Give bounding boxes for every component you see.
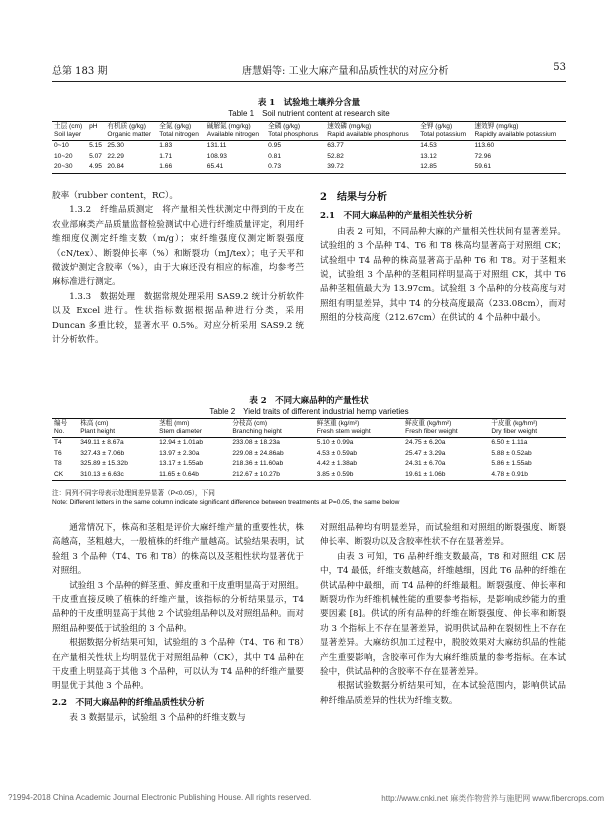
table-cell: 59.61: [473, 162, 566, 173]
table-cell: 1.71: [159, 152, 173, 160]
table-cell: 24.31 ± 6.70a: [405, 460, 446, 467]
table-cell: 325.89 ± 15.32b: [80, 460, 128, 467]
paragraph: 表 3 数据显示，试验组 3 个品种的纤维支数与: [69, 713, 246, 724]
column-header-zh: 干皮重 (kg/hm²): [491, 420, 538, 427]
column-header: [315, 419, 403, 438]
column-header-zh: 编号: [54, 420, 68, 427]
table-cell: 5.15: [89, 142, 102, 149]
table-row: [52, 438, 566, 449]
table-cell: 12.94 ± 1.01ab: [159, 439, 204, 446]
table-cell: 0.81: [268, 152, 281, 160]
table-cell: 13.97 ± 2.30a: [159, 449, 200, 457]
left-column-bottom: [52, 521, 304, 726]
column-header-zh: 有机质 (g/kg): [107, 123, 146, 130]
table-cell: 22.29: [107, 152, 124, 160]
column-header: [325, 122, 418, 141]
table-cell: 65.41: [205, 162, 266, 173]
running-title: 唐慧娟等: 工业大麻产量和品质性状的对应分析: [242, 66, 449, 77]
column-header-zh: 株高 (cm): [80, 420, 109, 427]
table-cell: 5.07: [89, 152, 102, 160]
table-cell: 13.17 ± 1.55ab: [159, 460, 204, 467]
paragraph: 试验组 3 个品种的鲜茎重、鲜皮重和干皮重明显高于对照组。干皮重直接反映了植株的纤维产量，该指标的分析结果显示，T4 品种的干皮重明显高于其他 2 个试验组品种以及对照组品种。而对照组品种要低于试验组的 3 个品种。: [52, 580, 304, 634]
column-header: [266, 122, 325, 141]
table-cell: 1.83: [159, 142, 173, 149]
column-header: [418, 122, 472, 141]
paragraph: 胶率（rubber content，RC）。: [52, 191, 178, 201]
table-cell: 12.85: [418, 162, 472, 173]
table2-note-zh: 注：同列不同字母表示处理间差异显著（P<0.05），下同: [52, 490, 215, 497]
column-header-zh: 全氮 (g/kg): [159, 123, 192, 130]
column-header: [52, 419, 78, 438]
column-header-zh: 茎粗 (mm): [159, 420, 190, 427]
column-header: [403, 419, 489, 438]
section-heading: 2 结果与分析: [320, 192, 387, 203]
column-header-en: Fresh fiber weight: [405, 428, 458, 435]
table-cell: 25.47 ± 3.29a: [405, 449, 446, 457]
paragraph: 根据数据分析结果可知，试验组的 3 个品种（T4、T6 和 T8）在产量相关性状上均明显优于对照组品种（CK），其中 T4 品种在干皮重上明显高于其他 3 个品种，可以认为 T4 品种的纤维产量要明显优于其他 3 个品种。: [52, 638, 304, 692]
table-cell: 327.43 ± 7.06b: [80, 449, 125, 457]
table-row: [52, 141, 566, 152]
table-cell: 3.85 ± 0.59b: [315, 470, 403, 481]
right-column-top: [320, 191, 566, 326]
table2-note: [52, 489, 566, 507]
yield-traits-table: [52, 418, 566, 481]
table2-caption-en: Table 2 Yield traits of different industrial hemp varieties: [209, 407, 409, 416]
column-header: [473, 122, 566, 141]
column-header-zh: 速效磷 (mg/kg): [327, 123, 372, 130]
column-header: [105, 122, 157, 141]
running-header: [52, 59, 566, 82]
column-header: [157, 122, 205, 141]
column-header-zh: 鲜皮重 (kg/hm²): [405, 420, 452, 427]
left-column-top: [52, 189, 304, 347]
website-watermark: http://www.cnki.net 麻类作物营养与施肥网 www.fibercrops.com: [381, 794, 604, 803]
table-cell: 13.12: [420, 152, 437, 160]
column-header-en: Stem diameter: [159, 428, 202, 435]
column-header-zh: 全磷 (g/kg): [268, 123, 301, 130]
column-header-en: Branching height: [232, 428, 282, 435]
table-cell: 113.60: [474, 142, 495, 149]
table1-caption-en: Table 1 Soil nutrient content at research site: [228, 109, 390, 118]
paragraph: 对照组品种均有明显差异，而试验组和对照组的断裂强度、断裂伸长率、断裂功以及含胶率性状不存在显著差异。: [320, 523, 566, 548]
subsection-heading: 2.2 不同大麻品种的纤维品质性状分析: [52, 697, 205, 708]
table-cell: 19.61 ± 1.06b: [403, 470, 489, 481]
paragraph-data-processing: 1.3.3 数据处理 数据常规处理采用 SAS9.2 统计分析软件以及 Excel 进行。性状指标数据根据品种进行分类，采用 Duncan 多重比较，显著水平 0.5%。对应分析采用 SAS9.2 统计分析软件。: [52, 291, 304, 346]
table-row: [52, 152, 566, 163]
table-row: [52, 459, 566, 470]
paragraph: 由表 2 可知，不同品种大麻的产量相关性状间有显著差异。试验组的 3 个品种 T4、T6 和 T8 株高均显著高于对照组 CK；试验组中 T4 品种的株高显著高于品种 T6 和 T8。对于茎粗来说，试验组 3 个品种的茎粗同样明显高于对照组 CK，其中 T6 品种茎粗值最大为 13.97cm。试验组 3 个品种的分枝高度与对照组有明显差异，其中 T4 的分枝高度最高（233.08cm），而对照组的分枝高度（212.67cm）在供试的 4 个品种中最小。: [320, 226, 566, 324]
table-cell: 20~30: [52, 162, 87, 173]
column-header-en: Fresh stem weight: [316, 428, 371, 435]
paragraph-fiber-quality: 1.3.2 纤维品质测定 将产量相关性状测定中得到的干皮在农业部麻类产品质量监督检验测试中心进行纤维质量评定，利用纤维细度仪测定纤维支数（m/g）；束纤维强度仪测定断裂强度（cN/tex）、断裂伸长率（%）和断裂功（mJ/tex）；电子天平和微波炉测定含胶率（%），由于大麻还没有相应的标准，均参考苎麻标准进行测定。: [52, 205, 304, 288]
table-row: [52, 162, 566, 173]
column-header-en: Rapid available phosphorus: [327, 131, 409, 138]
table-cell: 218.36 ± 11.60ab: [232, 460, 284, 467]
paragraph: 根据试验数据分析结果可知，在本试验范围内，影响供试品种纤维品质差异的性状为纤维支数。: [320, 681, 566, 706]
column-header: [489, 419, 566, 438]
column-header: [230, 419, 314, 438]
column-header-zh: 分枝高 (cm): [232, 420, 268, 427]
table-cell: 20.84: [105, 162, 157, 173]
column-header-en: Dry fiber weight: [491, 428, 538, 435]
column-header-en: Rapidly available potassium: [474, 131, 557, 138]
column-header-en: Soil layer: [54, 131, 82, 138]
right-column-bottom: [320, 521, 566, 708]
table-cell: 52.82: [327, 152, 344, 160]
table2-caption-zh: 表 2 不同大麻品种的产量性状: [249, 396, 369, 406]
column-header-en: Total potassium: [420, 131, 467, 138]
table-cell: T8: [54, 460, 62, 467]
soil-nutrient-table: [52, 121, 566, 174]
table-cell: 0~10: [54, 142, 69, 149]
column-header-zh: 鲜茎重 (kg/m²): [316, 420, 360, 427]
table-cell: 14.53: [420, 142, 437, 149]
column-header: [87, 122, 105, 141]
paragraph: 通常情况下，株高和茎粗是评价大麻纤维产量的重要性状，株高越高，茎粗越大，一般植株的纤维产量越高。试验结果表明，试验组 3 个品种（T4、T6 和 T8）的株高以及茎粗性状均显著优于对照组。: [52, 523, 304, 577]
table-cell: 212.67 ± 10.27b: [230, 470, 314, 481]
page-number: 53: [553, 62, 566, 73]
table-cell: 229.08 ± 24.86ab: [232, 449, 284, 457]
table-cell: 0.95: [268, 142, 281, 149]
column-header: [52, 122, 87, 141]
table1-caption: [52, 96, 566, 119]
subsection-heading: 2.1 不同大麻品种的产量相关性状分析: [320, 211, 473, 222]
paragraph: 由表 3 可知，T6 品种纤维支数最高，T8 和对照组 CK 居中，T4 最低，纤维支数越高，纤维越细，因此 T6 品种的纤维在供试品种中最细，而 T4 品种的纤维最粗。断裂强度、伸长率和断裂功作为纤维机械性能的重要参考指标，是影响成纱能力的重要因素 [8]。供试的所有品种的纤维在断裂强度、伸长率和断裂功 3 个指标上不存在显著差异，说明供试品种在裂韧性上不存在显著差异。大麻纺织加工过程中，脱胶效果对大麻纺织品的性能产生重要影响，含胶率可作为大麻纤维质量的参考指标。在本试验中，供试品种的含胶率不存在显著差异。: [320, 551, 566, 678]
column-header-zh: 碱解氮 (mg/kg): [206, 123, 251, 130]
table-cell: 4.95: [87, 162, 105, 173]
table-cell: 5.86 ± 1.55ab: [491, 460, 532, 467]
column-header-en: No.: [54, 428, 65, 435]
table1-caption-zh: 表 1 试验地土壤养分含量: [257, 98, 361, 108]
table-cell: 72.96: [474, 152, 492, 160]
table-cell: 5.10 ± 0.99a: [316, 439, 354, 446]
column-header-en: Available nitrogen: [206, 131, 260, 138]
table2-note-en: Note: Different letters in the same column indicate significant difference between treatments at P=0.05, the same below: [52, 499, 400, 506]
table-cell: 349.11 ± 8.67a: [80, 439, 124, 446]
table-row: [52, 449, 566, 460]
table-cell: CK: [52, 470, 78, 481]
table-cell: T6: [54, 449, 62, 457]
column-header: [157, 419, 230, 438]
copyright-notice: ?1994-2018 China Academic Journal Electronic Publishing House. All rights reserved.: [8, 793, 312, 802]
table-cell: T4: [54, 439, 62, 446]
column-header-zh: 全钾 (g/kg): [420, 123, 453, 130]
table-cell: 10~20: [54, 152, 73, 160]
table-row: [52, 470, 566, 481]
table-cell: 1.66: [157, 162, 205, 173]
table-cell: 131.11: [206, 142, 227, 149]
issue-number: 总第 183 期: [52, 66, 108, 77]
table-cell: 5.88 ± 0.52ab: [491, 449, 532, 457]
table-cell: 108.93: [206, 152, 227, 160]
column-header: [78, 419, 157, 438]
column-header: [205, 122, 266, 141]
column-header-en: Total phosphorus: [268, 131, 319, 138]
table-cell: 310.13 ± 6.63c: [78, 470, 157, 481]
table-cell: 233.08 ± 18.23a: [232, 439, 280, 446]
table-cell: 4.42 ± 1.38ab: [316, 460, 358, 467]
table-cell: 39.72: [325, 162, 418, 173]
table-cell: 4.78 ± 0.91b: [489, 470, 566, 481]
table-cell: 4.53 ± 0.59ab: [316, 449, 358, 457]
table-cell: 63.77: [327, 142, 344, 149]
table-cell: 6.50 ± 1.11a: [491, 439, 528, 446]
column-header-zh: 土层 (cm): [54, 123, 83, 130]
table-cell: 0.73: [266, 162, 325, 173]
column-header-zh: pH: [89, 123, 98, 130]
table2-caption: [52, 394, 566, 417]
column-header-zh: 速效钾 (mg/kg): [474, 123, 519, 130]
column-header-en: Plant height: [80, 428, 116, 435]
table-cell: 25.30: [107, 142, 124, 149]
column-header-en: Organic matter: [107, 131, 152, 138]
table-cell: 11.65 ± 0.64b: [157, 470, 230, 481]
column-header-en: Total nitrogen: [159, 131, 199, 138]
table-cell: 24.75 ± 6.20a: [405, 439, 446, 446]
